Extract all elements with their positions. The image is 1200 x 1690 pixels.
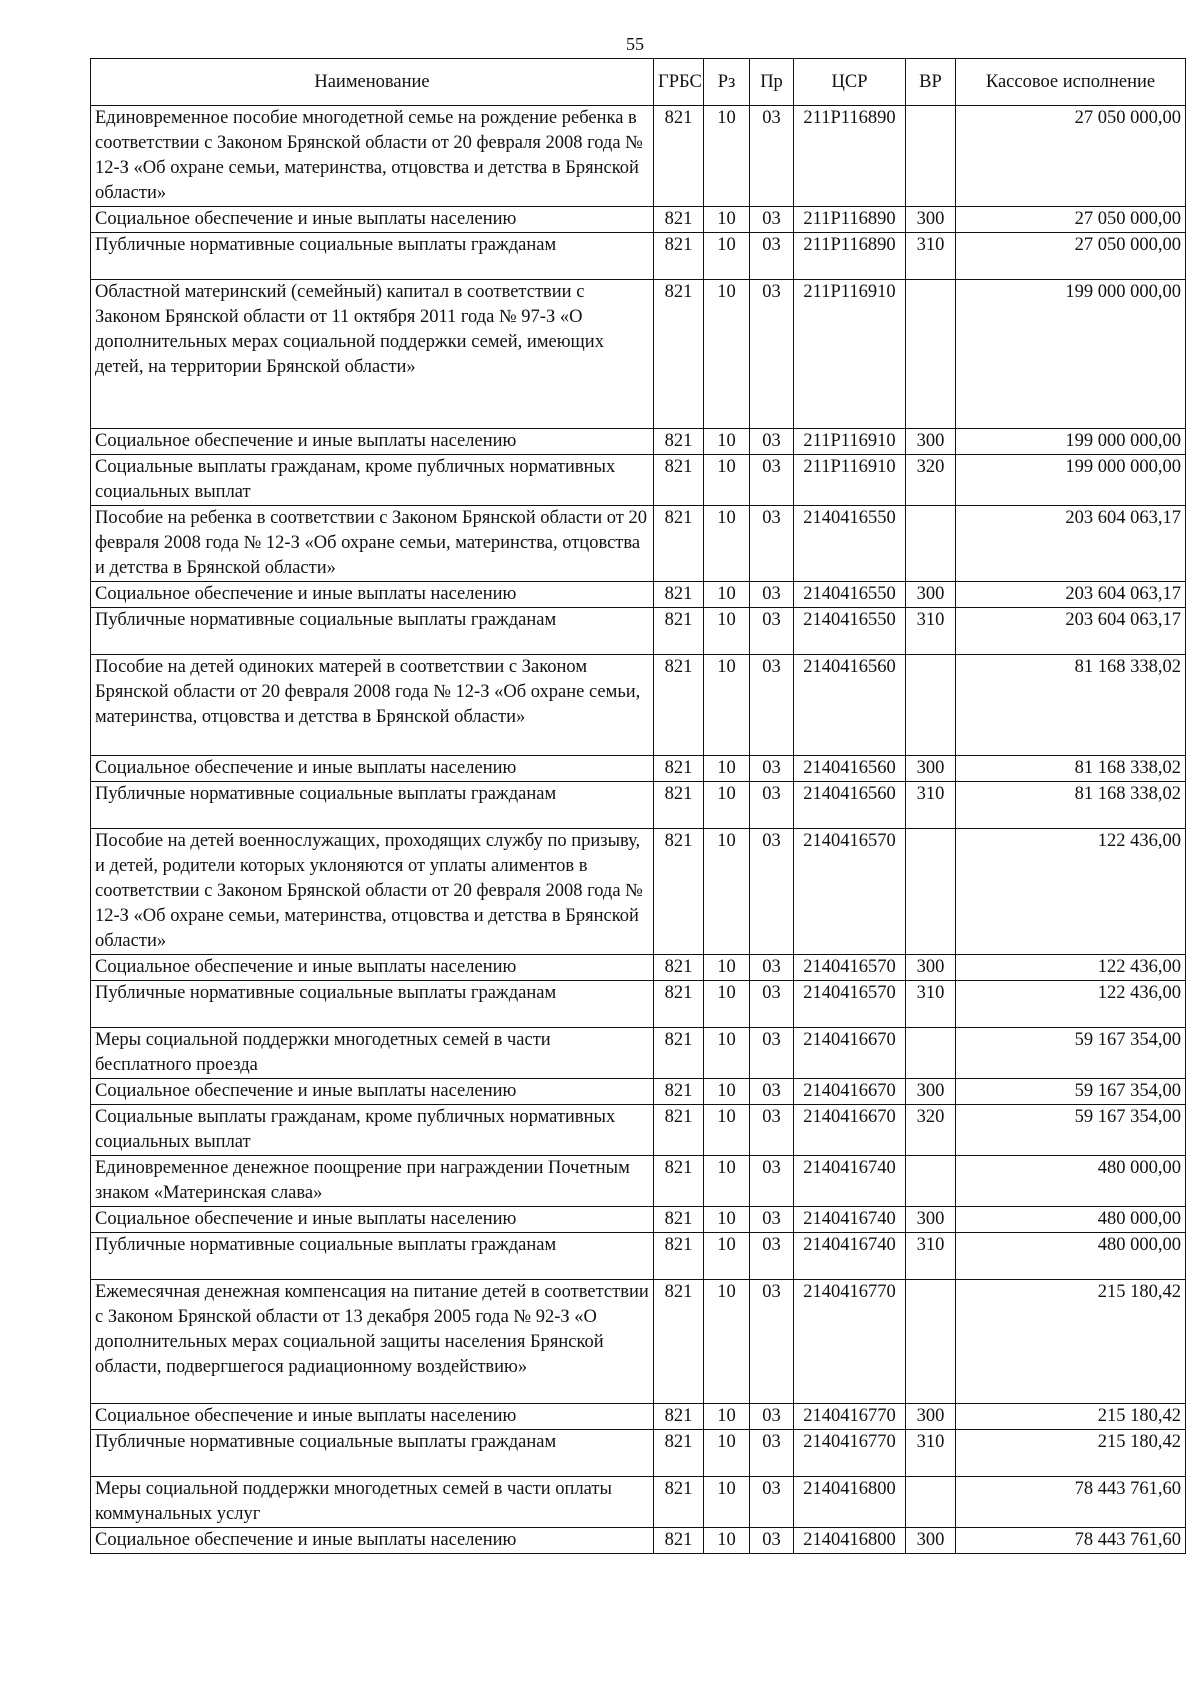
row-vr-cell xyxy=(906,506,956,582)
row-pr-cell: 03 xyxy=(750,608,794,655)
budget-execution-table xyxy=(90,58,1186,1554)
row-grbs-cell: 821 xyxy=(654,455,704,506)
row-vr-cell: 310 xyxy=(906,782,956,829)
row-rz-cell: 10 xyxy=(704,1404,750,1430)
row-rz-cell: 10 xyxy=(704,1233,750,1280)
row-csr-cell: 211Р116910 xyxy=(794,429,906,455)
row-csr-cell: 2140416550 xyxy=(794,608,906,655)
row-vr-cell: 310 xyxy=(906,981,956,1028)
row-grbs-cell: 821 xyxy=(654,756,704,782)
row-name-cell: Социальные выплаты гражданам, кроме публичных нормативных социальных выплат xyxy=(91,455,654,506)
row-amount-cell: 199 000 000,00 xyxy=(956,455,1186,506)
row-vr-cell: 310 xyxy=(906,1430,956,1477)
table-row xyxy=(91,106,1186,207)
row-name-cell: Публичные нормативные социальные выплаты гражданам xyxy=(91,608,654,655)
row-csr-cell: 2140416570 xyxy=(794,981,906,1028)
row-pr-cell: 03 xyxy=(750,655,794,756)
table-row xyxy=(91,1280,1186,1404)
row-amount-cell: 203 604 063,17 xyxy=(956,608,1186,655)
row-pr-cell: 03 xyxy=(750,955,794,981)
row-name-cell: Пособие на детей одиноких матерей в соответствии с Законом Брянской области от 20 февраля 2008 года № 12-З «Об охране семьи, материнства, отцовства и детства в Брянской области» xyxy=(91,655,654,756)
row-amount-cell: 203 604 063,17 xyxy=(956,506,1186,582)
table-header-row xyxy=(91,59,1186,106)
table-row xyxy=(91,280,1186,429)
row-grbs-cell: 821 xyxy=(654,655,704,756)
row-amount-cell: 480 000,00 xyxy=(956,1156,1186,1207)
row-amount-cell: 81 168 338,02 xyxy=(956,655,1186,756)
row-pr-cell: 03 xyxy=(750,429,794,455)
row-pr-cell: 03 xyxy=(750,1280,794,1404)
row-vr-cell: 300 xyxy=(906,207,956,233)
row-name-cell: Социальное обеспечение и иные выплаты населению xyxy=(91,429,654,455)
row-name-cell: Пособие на ребенка в соответствии с Законом Брянской области от 20 февраля 2008 года № 12-З «Об охране семьи, материнства, отцовства и детства в Брянской области» xyxy=(91,506,654,582)
row-grbs-cell: 821 xyxy=(654,1404,704,1430)
row-csr-cell: 2140416670 xyxy=(794,1105,906,1156)
row-name-cell: Социальное обеспечение и иные выплаты населению xyxy=(91,207,654,233)
row-name-cell: Социальное обеспечение и иные выплаты населению xyxy=(91,1528,654,1554)
column-header-rz: Рз xyxy=(704,59,750,106)
row-pr-cell: 03 xyxy=(750,455,794,506)
row-csr-cell: 2140416740 xyxy=(794,1207,906,1233)
row-pr-cell: 03 xyxy=(750,207,794,233)
row-vr-cell: 300 xyxy=(906,955,956,981)
row-csr-cell: 211Р116890 xyxy=(794,207,906,233)
row-grbs-cell: 821 xyxy=(654,829,704,955)
row-name-cell: Публичные нормативные социальные выплаты гражданам xyxy=(91,1430,654,1477)
row-amount-cell: 215 180,42 xyxy=(956,1430,1186,1477)
table-row xyxy=(91,655,1186,756)
row-grbs-cell: 821 xyxy=(654,1430,704,1477)
row-pr-cell: 03 xyxy=(750,506,794,582)
row-amount-cell: 122 436,00 xyxy=(956,955,1186,981)
row-csr-cell: 211Р116890 xyxy=(794,233,906,280)
row-rz-cell: 10 xyxy=(704,1280,750,1404)
row-amount-cell: 78 443 761,60 xyxy=(956,1528,1186,1554)
row-amount-cell: 122 436,00 xyxy=(956,829,1186,955)
row-vr-cell: 320 xyxy=(906,1105,956,1156)
row-grbs-cell: 821 xyxy=(654,782,704,829)
page-number: 55 xyxy=(626,34,644,54)
row-grbs-cell: 821 xyxy=(654,233,704,280)
row-rz-cell: 10 xyxy=(704,280,750,429)
row-csr-cell: 2140416770 xyxy=(794,1404,906,1430)
row-rz-cell: 10 xyxy=(704,756,750,782)
row-pr-cell: 03 xyxy=(750,1430,794,1477)
row-pr-cell: 03 xyxy=(750,1233,794,1280)
row-grbs-cell: 821 xyxy=(654,1233,704,1280)
row-grbs-cell: 821 xyxy=(654,981,704,1028)
table-row xyxy=(91,981,1186,1028)
row-name-cell: Областной материнский (семейный) капитал в соответствии с Законом Брянской области от 11 октября 2011 года № 97-З «О дополнительных мерах социальной поддержки семей, имеющих детей, на территории Брянской области» xyxy=(91,280,654,429)
row-grbs-cell: 821 xyxy=(654,429,704,455)
row-rz-cell: 10 xyxy=(704,608,750,655)
column-header-csr: ЦСР xyxy=(794,59,906,106)
row-csr-cell: 2140416560 xyxy=(794,655,906,756)
table-row xyxy=(91,1404,1186,1430)
row-pr-cell: 03 xyxy=(750,782,794,829)
row-rz-cell: 10 xyxy=(704,1528,750,1554)
row-rz-cell: 10 xyxy=(704,981,750,1028)
row-pr-cell: 03 xyxy=(750,1207,794,1233)
row-grbs-cell: 821 xyxy=(654,1477,704,1528)
table-row xyxy=(91,756,1186,782)
row-name-cell: Пособие на детей военнослужащих, проходящих службу по призыву, и детей, родители которых уклоняются от уплаты алиментов в соответствии с Законом Брянской области от 20 февраля 2008 года № 12-З «Об охране семьи, материнства, отцовства и детства в Брянской области» xyxy=(91,829,654,955)
row-vr-cell: 300 xyxy=(906,429,956,455)
row-pr-cell: 03 xyxy=(750,1404,794,1430)
row-vr-cell: 310 xyxy=(906,1233,956,1280)
row-csr-cell: 211Р116890 xyxy=(794,106,906,207)
row-name-cell: Единовременное пособие многодетной семье на рождение ребенка в соответствии с Законом Брянской области от 20 февраля 2008 года № 12-З «Об охране семьи, материнства, отцовства и детства в Брянской области» xyxy=(91,106,654,207)
row-amount-cell: 203 604 063,17 xyxy=(956,582,1186,608)
row-name-cell: Социальное обеспечение и иные выплаты населению xyxy=(91,1404,654,1430)
row-vr-cell xyxy=(906,106,956,207)
row-pr-cell: 03 xyxy=(750,756,794,782)
row-grbs-cell: 821 xyxy=(654,280,704,429)
table-row xyxy=(91,506,1186,582)
row-amount-cell: 81 168 338,02 xyxy=(956,756,1186,782)
row-rz-cell: 10 xyxy=(704,207,750,233)
row-rz-cell: 10 xyxy=(704,829,750,955)
row-vr-cell: 310 xyxy=(906,233,956,280)
table-row xyxy=(91,1430,1186,1477)
row-grbs-cell: 821 xyxy=(654,1028,704,1079)
row-csr-cell: 2140416560 xyxy=(794,782,906,829)
row-grbs-cell: 821 xyxy=(654,1105,704,1156)
row-pr-cell: 03 xyxy=(750,280,794,429)
row-rz-cell: 10 xyxy=(704,506,750,582)
row-csr-cell: 2140416800 xyxy=(794,1528,906,1554)
row-name-cell: Социальное обеспечение и иные выплаты населению xyxy=(91,582,654,608)
row-csr-cell: 2140416670 xyxy=(794,1028,906,1079)
row-vr-cell xyxy=(906,1028,956,1079)
table-row xyxy=(91,608,1186,655)
row-pr-cell: 03 xyxy=(750,1528,794,1554)
row-vr-cell: 300 xyxy=(906,1528,956,1554)
row-name-cell: Публичные нормативные социальные выплаты гражданам xyxy=(91,981,654,1028)
row-pr-cell: 03 xyxy=(750,981,794,1028)
row-name-cell: Публичные нормативные социальные выплаты гражданам xyxy=(91,782,654,829)
row-csr-cell: 2140416570 xyxy=(794,955,906,981)
row-rz-cell: 10 xyxy=(704,106,750,207)
row-rz-cell: 10 xyxy=(704,429,750,455)
row-grbs-cell: 821 xyxy=(654,582,704,608)
row-pr-cell: 03 xyxy=(750,582,794,608)
row-grbs-cell: 821 xyxy=(654,207,704,233)
row-rz-cell: 10 xyxy=(704,655,750,756)
row-name-cell: Социальное обеспечение и иные выплаты населению xyxy=(91,955,654,981)
row-csr-cell: 211Р116910 xyxy=(794,455,906,506)
row-name-cell: Социальное обеспечение и иные выплаты населению xyxy=(91,1207,654,1233)
row-grbs-cell: 821 xyxy=(654,1280,704,1404)
row-amount-cell: 27 050 000,00 xyxy=(956,207,1186,233)
column-header-grbs: ГРБС xyxy=(654,59,704,106)
row-name-cell: Социальное обеспечение и иные выплаты населению xyxy=(91,1079,654,1105)
row-csr-cell: 2140416560 xyxy=(794,756,906,782)
row-csr-cell: 211Р116910 xyxy=(794,280,906,429)
row-csr-cell: 2140416770 xyxy=(794,1430,906,1477)
row-grbs-cell: 821 xyxy=(654,506,704,582)
row-grbs-cell: 821 xyxy=(654,1528,704,1554)
row-pr-cell: 03 xyxy=(750,1477,794,1528)
row-grbs-cell: 821 xyxy=(654,1156,704,1207)
row-pr-cell: 03 xyxy=(750,1079,794,1105)
table-row xyxy=(91,782,1186,829)
row-amount-cell: 78 443 761,60 xyxy=(956,1477,1186,1528)
table-row xyxy=(91,1079,1186,1105)
row-name-cell: Меры социальной поддержки многодетных семей в части оплаты коммунальных услуг xyxy=(91,1477,654,1528)
table-row xyxy=(91,207,1186,233)
row-rz-cell: 10 xyxy=(704,1105,750,1156)
row-rz-cell: 10 xyxy=(704,1079,750,1105)
row-csr-cell: 2140416570 xyxy=(794,829,906,955)
row-rz-cell: 10 xyxy=(704,1430,750,1477)
row-rz-cell: 10 xyxy=(704,1156,750,1207)
row-amount-cell: 59 167 354,00 xyxy=(956,1079,1186,1105)
row-rz-cell: 10 xyxy=(704,582,750,608)
row-amount-cell: 27 050 000,00 xyxy=(956,106,1186,207)
row-amount-cell: 215 180,42 xyxy=(956,1404,1186,1430)
table-row xyxy=(91,1233,1186,1280)
row-rz-cell: 10 xyxy=(704,1207,750,1233)
row-vr-cell: 310 xyxy=(906,608,956,655)
row-grbs-cell: 821 xyxy=(654,955,704,981)
row-amount-cell: 59 167 354,00 xyxy=(956,1105,1186,1156)
row-vr-cell xyxy=(906,1280,956,1404)
row-vr-cell: 300 xyxy=(906,582,956,608)
row-amount-cell: 215 180,42 xyxy=(956,1280,1186,1404)
row-amount-cell: 59 167 354,00 xyxy=(956,1028,1186,1079)
table-row xyxy=(91,582,1186,608)
row-vr-cell: 300 xyxy=(906,1079,956,1105)
row-vr-cell xyxy=(906,655,956,756)
table-row xyxy=(91,829,1186,955)
row-csr-cell: 2140416550 xyxy=(794,506,906,582)
row-name-cell: Публичные нормативные социальные выплаты гражданам xyxy=(91,233,654,280)
row-vr-cell: 300 xyxy=(906,756,956,782)
row-pr-cell: 03 xyxy=(750,106,794,207)
column-header-pr: Пр xyxy=(750,59,794,106)
row-csr-cell: 2140416740 xyxy=(794,1156,906,1207)
row-pr-cell: 03 xyxy=(750,1156,794,1207)
row-csr-cell: 2140416770 xyxy=(794,1280,906,1404)
table-row xyxy=(91,1477,1186,1528)
row-rz-cell: 10 xyxy=(704,1477,750,1528)
row-grbs-cell: 821 xyxy=(654,106,704,207)
column-header-name: Наименование xyxy=(91,59,654,106)
row-pr-cell: 03 xyxy=(750,233,794,280)
row-vr-cell: 320 xyxy=(906,455,956,506)
row-amount-cell: 199 000 000,00 xyxy=(956,280,1186,429)
row-name-cell: Социальные выплаты гражданам, кроме публичных нормативных социальных выплат xyxy=(91,1105,654,1156)
row-vr-cell xyxy=(906,829,956,955)
row-rz-cell: 10 xyxy=(704,233,750,280)
table-row xyxy=(91,1156,1186,1207)
table-row xyxy=(91,455,1186,506)
row-rz-cell: 10 xyxy=(704,955,750,981)
row-vr-cell xyxy=(906,1156,956,1207)
row-rz-cell: 10 xyxy=(704,782,750,829)
row-pr-cell: 03 xyxy=(750,1028,794,1079)
row-amount-cell: 27 050 000,00 xyxy=(956,233,1186,280)
row-vr-cell: 300 xyxy=(906,1207,956,1233)
row-amount-cell: 122 436,00 xyxy=(956,981,1186,1028)
row-name-cell: Социальное обеспечение и иные выплаты населению xyxy=(91,756,654,782)
row-csr-cell: 2140416740 xyxy=(794,1233,906,1280)
row-vr-cell xyxy=(906,280,956,429)
row-amount-cell: 480 000,00 xyxy=(956,1207,1186,1233)
column-header-vr: ВР xyxy=(906,59,956,106)
table-row xyxy=(91,1207,1186,1233)
row-rz-cell: 10 xyxy=(704,1028,750,1079)
row-name-cell: Публичные нормативные социальные выплаты гражданам xyxy=(91,1233,654,1280)
row-grbs-cell: 821 xyxy=(654,1207,704,1233)
row-csr-cell: 2140416800 xyxy=(794,1477,906,1528)
table-row xyxy=(91,1528,1186,1554)
table-row xyxy=(91,233,1186,280)
table-row xyxy=(91,1105,1186,1156)
table-row xyxy=(91,955,1186,981)
row-rz-cell: 10 xyxy=(704,455,750,506)
row-vr-cell xyxy=(906,1477,956,1528)
row-pr-cell: 03 xyxy=(750,1105,794,1156)
row-amount-cell: 480 000,00 xyxy=(956,1233,1186,1280)
row-name-cell: Меры социальной поддержки многодетных семей в части бесплатного проезда xyxy=(91,1028,654,1079)
table-row xyxy=(91,1028,1186,1079)
row-pr-cell: 03 xyxy=(750,829,794,955)
row-amount-cell: 81 168 338,02 xyxy=(956,782,1186,829)
row-grbs-cell: 821 xyxy=(654,608,704,655)
row-csr-cell: 2140416550 xyxy=(794,582,906,608)
table-row xyxy=(91,429,1186,455)
row-vr-cell: 300 xyxy=(906,1404,956,1430)
row-name-cell: Ежемесячная денежная компенсация на питание детей в соответствии с Законом Брянской области от 13 декабря 2005 года № 92-З «О дополнительных мерах социальной защиты населения Брянской области, подвергшегося радиационному воздействию» xyxy=(91,1280,654,1404)
row-csr-cell: 2140416670 xyxy=(794,1079,906,1105)
row-name-cell: Единовременное денежное поощрение при награждении Почетным знаком «Материнская слава» xyxy=(91,1156,654,1207)
row-amount-cell: 199 000 000,00 xyxy=(956,429,1186,455)
row-grbs-cell: 821 xyxy=(654,1079,704,1105)
column-header-amount: Кассовое исполнение xyxy=(956,59,1186,106)
